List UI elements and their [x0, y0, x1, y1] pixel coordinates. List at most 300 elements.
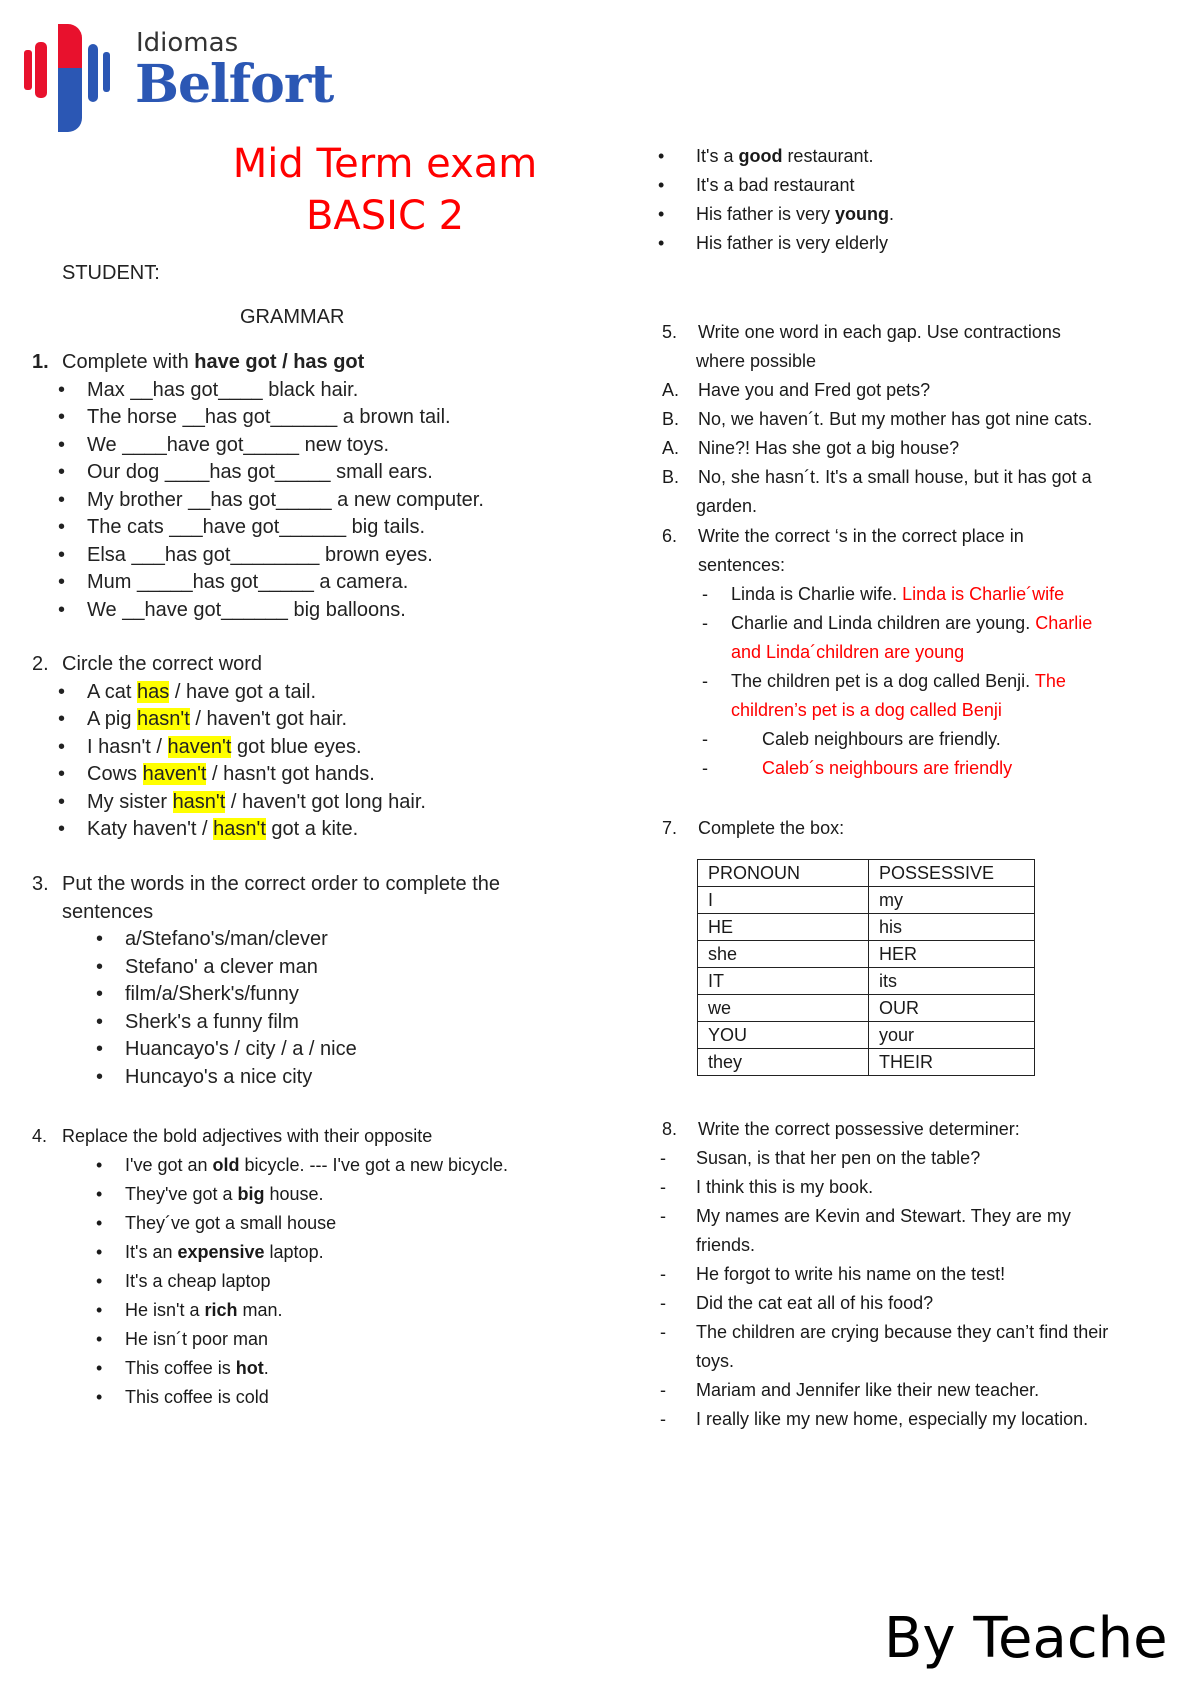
highlighted-answer: has	[137, 680, 170, 703]
list-item	[640, 1347, 1200, 1376]
bullet-icon: •	[58, 790, 66, 813]
bullet-icon: •	[96, 1358, 103, 1378]
list-item	[0, 789, 620, 817]
item-text	[698, 1115, 1020, 1144]
bullet-icon: •	[658, 204, 665, 224]
list-item	[0, 679, 620, 707]
list-item	[0, 1383, 620, 1412]
highlighted-answer: hasn't	[137, 708, 190, 730]
list-item	[0, 1325, 620, 1354]
bold-text: hot	[235, 1358, 264, 1378]
possessive-cell: his	[869, 914, 1035, 941]
list-item	[0, 899, 620, 927]
list-item	[0, 706, 620, 734]
possessive-cell: THEIR	[869, 1049, 1035, 1076]
dash-icon: -	[702, 613, 708, 633]
list-item	[640, 1144, 1200, 1173]
bold-text: old	[212, 1155, 240, 1175]
text-segment: Have you and Fred got pets?	[698, 380, 931, 400]
item-text	[698, 551, 785, 580]
item-text	[696, 1260, 1005, 1289]
text-segment: This coffee is	[125, 1358, 236, 1378]
bold-text: young	[835, 204, 890, 224]
question-number: 7.	[662, 818, 678, 838]
text-segment: Write the correct possessive determiner:	[698, 1119, 1020, 1139]
question-text: Complete the box:	[698, 818, 845, 838]
text-segment: toys.	[696, 1351, 735, 1371]
pronoun-cell: I	[698, 887, 869, 914]
text-segment: I think this is my book.	[696, 1177, 874, 1197]
text-segment: No, she hasn´t. It's a small house, but it has got a	[698, 467, 1092, 487]
list-item	[0, 926, 620, 954]
text-segment: We __have got______ big balloons.	[87, 598, 406, 621]
pronoun-cell: YOU	[698, 1022, 869, 1049]
item-text	[125, 926, 328, 954]
text-segment: got blue eyes.	[231, 735, 362, 758]
item-text	[731, 667, 1066, 696]
dash-icon: -	[660, 1409, 666, 1429]
list-item	[0, 514, 620, 542]
question-number: 5.	[662, 322, 678, 342]
table-row	[698, 968, 1035, 995]
text-segment: They've got a	[125, 1184, 238, 1204]
item-text	[125, 1354, 269, 1383]
text-segment: laptop.	[264, 1242, 324, 1262]
question-4	[0, 1122, 620, 1412]
table-row	[698, 887, 1035, 914]
item-text	[125, 1209, 336, 1238]
item-text	[696, 171, 855, 200]
text-segment: a/Stefano's/man/clever	[125, 928, 328, 950]
question-number: 3.	[32, 873, 49, 895]
question-number: B.	[662, 409, 680, 429]
list-item	[0, 651, 620, 679]
list-item	[640, 434, 1200, 463]
item-text	[731, 696, 1002, 725]
list-item	[640, 1231, 1200, 1260]
item-text	[87, 789, 426, 817]
bullet-icon: •	[58, 818, 66, 840]
text-segment: .	[263, 1358, 269, 1378]
bullet-icon: •	[58, 461, 66, 483]
item-text	[696, 1318, 1108, 1347]
item-text	[62, 899, 153, 927]
text-segment: He isn´t poor man	[125, 1329, 269, 1349]
dash-icon: -	[660, 1177, 666, 1197]
list-item	[0, 954, 620, 982]
bullet-icon: •	[658, 233, 665, 253]
text-segment: where possible	[696, 351, 817, 371]
item-text	[696, 1405, 1088, 1434]
item-text	[125, 954, 318, 982]
text-segment: .	[889, 204, 895, 224]
bullet-icon: •	[58, 680, 66, 703]
bullet-icon: •	[58, 488, 66, 511]
item-text	[87, 487, 484, 515]
text-segment: His father is very elderly	[696, 233, 889, 253]
highlighted-answer: hasn't	[172, 790, 226, 813]
question-8	[640, 1115, 1200, 1434]
bullet-icon: •	[96, 1329, 103, 1349]
list-item	[0, 597, 620, 625]
item-text	[698, 318, 1061, 347]
answer-text: The	[1034, 671, 1066, 691]
text-segment: Huancayo's / city / a / nice	[125, 1038, 357, 1060]
bullet-icon: •	[58, 571, 66, 593]
item-text	[696, 142, 873, 171]
bullet-icon: •	[58, 543, 66, 566]
text-segment: Charlie and Linda children are young.	[731, 613, 1036, 633]
bullet-icon: •	[58, 378, 66, 401]
item-text	[125, 981, 299, 1009]
bullet-icon: •	[96, 1213, 103, 1233]
item-text	[125, 1267, 271, 1296]
bold-text: big	[237, 1184, 265, 1204]
bullet-icon: •	[658, 175, 665, 195]
list-item	[0, 1238, 620, 1267]
exam-title: Mid Term exam	[232, 141, 538, 187]
item-text	[87, 734, 362, 762]
item-text	[696, 1289, 933, 1318]
list-item	[640, 229, 1200, 258]
list-item	[640, 1260, 1200, 1289]
text-segment: The children pet is a dog called Benji.	[731, 671, 1035, 691]
question-4-continued	[640, 142, 1200, 258]
item-text	[125, 1064, 312, 1092]
bullet-icon: •	[58, 433, 66, 456]
bullet-icon: •	[96, 1242, 103, 1262]
list-item	[640, 522, 1200, 551]
dash-icon: -	[660, 1293, 666, 1313]
item-text	[731, 580, 1064, 609]
text-segment: The horse __has got______ a brown tail.	[87, 406, 451, 428]
question-7	[640, 814, 1200, 843]
text-segment: / haven't got long hair.	[225, 790, 426, 813]
logo-idiomas-text: Idiomas	[136, 28, 239, 58]
table-row	[698, 1049, 1035, 1076]
list-item	[640, 667, 1200, 696]
bullet-icon: •	[58, 763, 66, 785]
list-item	[640, 1318, 1200, 1347]
text-segment: It's a	[696, 146, 739, 166]
list-item	[0, 349, 620, 377]
text-segment: Put the words in the correct order to complete the	[62, 873, 500, 895]
item-text	[125, 1383, 269, 1412]
item-text	[87, 816, 358, 844]
list-item	[640, 551, 1200, 580]
pronoun-cell: HE	[698, 914, 869, 941]
dash-icon: -	[660, 1380, 666, 1400]
text-segment: It's a cheap laptop	[125, 1271, 271, 1291]
text-segment: garden.	[696, 496, 758, 516]
text-segment: I really like my new home, especially my location.	[696, 1409, 1089, 1429]
highlighted-answer: haven't	[142, 763, 207, 785]
item-text	[87, 597, 406, 625]
item-text	[62, 349, 364, 377]
text-segment: man.	[237, 1300, 283, 1320]
list-item	[640, 1115, 1200, 1144]
dash-icon: -	[702, 729, 708, 749]
pronoun-possessive-table	[697, 859, 1035, 1076]
list-item	[640, 405, 1200, 434]
item-text	[698, 522, 1024, 551]
text-segment: got a kite.	[265, 818, 359, 840]
bullet-icon: •	[96, 1038, 104, 1060]
pronoun-cell: we	[698, 995, 869, 1022]
table-row	[698, 914, 1035, 941]
possessive-cell: its	[869, 968, 1035, 995]
text-segment: Stefano' a clever man	[125, 955, 318, 978]
text-segment: film/a/Sherk's/funny	[125, 983, 299, 1005]
list-item	[0, 1267, 620, 1296]
item-text	[87, 459, 433, 487]
item-text	[696, 492, 757, 521]
item-text	[696, 229, 888, 258]
bullet-icon: •	[96, 1155, 103, 1175]
list-item	[0, 432, 620, 460]
pronoun-cell: IT	[698, 968, 869, 995]
answer-text: children’s pet is a dog called Benji	[731, 700, 1002, 720]
text-segment: Write the correct ‘s in the correct place in	[698, 526, 1024, 546]
text-segment: Elsa ___has got________ brown eyes.	[87, 543, 433, 566]
highlighted-answer: haven't	[167, 735, 232, 758]
list-item	[640, 754, 1200, 783]
logo-brand-text: Belfort	[135, 54, 334, 115]
item-text	[62, 1122, 432, 1151]
logo-mark-icon	[22, 20, 132, 132]
question-number: 6.	[662, 526, 678, 546]
text-segment: Mum _____has got_____ a camera.	[87, 571, 409, 593]
possessive-cell: my	[869, 887, 1035, 914]
text-segment: Write one word in each gap. Use contractions	[698, 322, 1061, 342]
bold-text: good	[738, 146, 783, 166]
text-segment: house.	[264, 1184, 324, 1204]
list-item	[0, 981, 620, 1009]
list-item	[640, 463, 1200, 492]
text-segment: Did the cat eat all of his food?	[696, 1293, 934, 1313]
text-segment: Replace the bold adjectives with their opposite	[62, 1126, 433, 1146]
pronoun-cell: they	[698, 1049, 869, 1076]
text-segment: / have got a tail.	[169, 680, 317, 703]
list-item	[0, 459, 620, 487]
list-item	[640, 696, 1200, 725]
list-item	[0, 816, 620, 844]
dash-icon: -	[660, 1206, 666, 1226]
question-number: 2.	[32, 653, 49, 675]
text-segment: My brother __has got_____ a new computer.	[87, 488, 484, 511]
table-header-row	[698, 860, 1035, 887]
bullet-icon: •	[96, 1184, 103, 1204]
question-number: B.	[662, 467, 680, 487]
list-item	[0, 1122, 620, 1151]
list-item	[0, 1354, 620, 1383]
bullet-icon: •	[96, 1387, 103, 1407]
text-segment: My names are Kevin and Stewart. They are my	[696, 1206, 1071, 1226]
bullet-icon: •	[96, 1065, 104, 1088]
item-text	[731, 638, 964, 667]
list-item	[640, 1376, 1200, 1405]
dash-icon: -	[660, 1264, 666, 1284]
item-text	[87, 569, 408, 597]
question-number: 4.	[32, 1126, 48, 1146]
possessive-cell: OUR	[869, 995, 1035, 1022]
text-segment: My sister	[87, 790, 173, 813]
text-segment: sentences:	[698, 555, 786, 575]
list-item	[640, 609, 1200, 638]
item-text	[125, 1325, 268, 1354]
text-segment: / haven't got hair.	[189, 708, 348, 730]
item-text	[698, 463, 1092, 492]
text-segment: I've got an	[125, 1155, 213, 1175]
list-item	[640, 580, 1200, 609]
answer-text: Charlie	[1035, 613, 1093, 633]
list-item	[0, 487, 620, 515]
text-segment: The children are crying because they can’t find their	[696, 1322, 1109, 1342]
highlighted-answer: hasn't	[213, 818, 266, 840]
item-text	[762, 754, 1012, 783]
text-segment: Katy haven't /	[87, 818, 214, 840]
item-text	[87, 377, 358, 405]
item-text	[125, 1296, 283, 1325]
text-segment: Cows	[87, 763, 143, 785]
item-text	[62, 651, 262, 679]
item-text	[87, 404, 451, 432]
list-item	[0, 1151, 620, 1180]
item-text	[696, 1347, 734, 1376]
list-item	[0, 1296, 620, 1325]
text-segment: He forgot to write his name on the test!	[696, 1264, 1006, 1284]
item-text	[698, 405, 1092, 434]
header-possessive: POSSESSIVE	[869, 860, 1035, 887]
item-text	[125, 1009, 299, 1037]
item-text	[87, 514, 425, 542]
dash-icon: -	[660, 1148, 666, 1168]
list-item	[640, 171, 1200, 200]
text-segment: Huncayo's a nice city	[125, 1065, 313, 1088]
text-segment: He isn't a	[125, 1300, 205, 1320]
bullet-icon: •	[58, 516, 66, 538]
text-segment: The cats ___have got______ big tails.	[87, 516, 426, 538]
dash-icon: -	[660, 1322, 666, 1342]
bullet-icon: •	[96, 1300, 103, 1320]
text-segment: Mariam and Jennifer like their new teacher.	[696, 1380, 1040, 1400]
bullet-icon: •	[96, 928, 104, 950]
list-item	[640, 142, 1200, 171]
list-item	[0, 1180, 620, 1209]
item-text	[87, 706, 347, 734]
answer-text: Caleb´s neighbours are friendly	[762, 758, 1013, 778]
item-text	[87, 542, 433, 570]
student-label: STUDENT:	[62, 262, 160, 284]
text-segment: friends.	[696, 1235, 756, 1255]
item-text	[698, 434, 959, 463]
question-3	[0, 871, 620, 1091]
list-item	[640, 725, 1200, 754]
table-row	[698, 941, 1035, 968]
belfort-logo	[22, 20, 334, 132]
item-text	[698, 376, 930, 405]
list-item	[0, 377, 620, 405]
item-text	[87, 761, 375, 789]
list-item	[0, 1036, 620, 1064]
list-item	[640, 1173, 1200, 1202]
possessive-cell: HER	[869, 941, 1035, 968]
text-segment: / hasn't got hands.	[206, 763, 375, 785]
text-segment: sentences	[62, 900, 154, 923]
text-segment: Susan, is that her pen on the table?	[696, 1148, 981, 1168]
list-item	[640, 638, 1200, 667]
table-row	[698, 1022, 1035, 1049]
answer-text: and Linda´children are young	[731, 642, 965, 662]
list-item	[0, 1209, 620, 1238]
grammar-heading: GRAMMAR	[240, 306, 345, 328]
header-pronoun: PRONOUN	[698, 860, 869, 887]
text-segment: Linda is Charlie wife.	[731, 584, 903, 604]
list-item	[640, 347, 1200, 376]
item-text	[62, 871, 500, 899]
item-text	[87, 432, 389, 460]
item-text	[762, 725, 1001, 754]
list-item	[0, 761, 620, 789]
question-5	[640, 318, 1200, 521]
bullet-icon: •	[96, 1010, 104, 1033]
answer-text: Linda is Charlie´wife	[902, 584, 1065, 604]
item-text	[125, 1036, 357, 1064]
bold-text: expensive	[177, 1242, 265, 1262]
text-segment: Our dog ____has got_____ small ears.	[87, 461, 433, 483]
item-text	[696, 200, 894, 229]
table-row	[698, 995, 1035, 1022]
text-segment: Sherk's a funny film	[125, 1010, 299, 1033]
text-segment: A cat	[87, 680, 138, 703]
footer-author: By Teache	[884, 1606, 1168, 1671]
item-text	[125, 1180, 324, 1209]
bullet-icon: •	[96, 983, 104, 1005]
list-item	[0, 734, 620, 762]
bullet-icon: •	[58, 598, 66, 621]
text-segment: No, we haven´t. But my mother has got nine cats.	[698, 409, 1093, 429]
bullet-icon: •	[658, 146, 665, 166]
item-text	[696, 347, 816, 376]
question-6	[640, 522, 1200, 783]
question-1	[0, 349, 620, 624]
text-segment: Circle the correct word	[62, 653, 263, 675]
bullet-icon: •	[58, 735, 66, 758]
item-text	[87, 679, 316, 707]
text-segment: Caleb neighbours are friendly.	[762, 729, 1001, 749]
question-number: 8.	[662, 1119, 678, 1139]
list-item	[0, 1064, 620, 1092]
bold-text: rich	[204, 1300, 238, 1320]
item-text	[696, 1376, 1039, 1405]
list-item	[640, 1289, 1200, 1318]
list-item	[0, 542, 620, 570]
text-segment: Max __has got____ black hair.	[87, 378, 359, 401]
text-segment: It's an	[125, 1242, 178, 1262]
bold-text: have got / has got	[194, 351, 365, 373]
exam-level: BASIC 2	[305, 193, 465, 239]
question-number: A.	[662, 380, 680, 400]
text-segment: I hasn't /	[87, 735, 168, 758]
text-segment: They´ve got a small house	[125, 1213, 337, 1233]
list-item	[640, 1202, 1200, 1231]
item-text	[731, 609, 1092, 638]
item-text	[696, 1144, 980, 1173]
item-text	[125, 1238, 324, 1267]
dash-icon: -	[702, 584, 708, 604]
text-segment: It's a bad restaurant	[696, 175, 855, 195]
list-item	[0, 871, 620, 899]
